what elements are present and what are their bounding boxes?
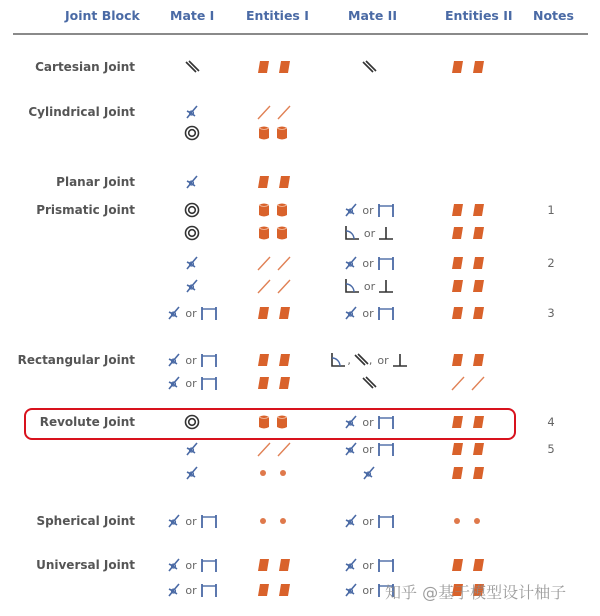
note-number: 1 xyxy=(547,203,555,217)
coincident-point-icon xyxy=(343,582,359,598)
mate-1-cell xyxy=(132,556,252,574)
point-entity-icon xyxy=(255,468,293,478)
distance-icon xyxy=(377,441,395,457)
entities-2-cell xyxy=(443,464,493,482)
mate-2-cell xyxy=(309,440,429,458)
mate-1-cell xyxy=(132,464,252,482)
header-notes: Notes xyxy=(533,8,574,23)
parallel-lines-icon xyxy=(361,60,377,74)
plane-entity-icon xyxy=(449,279,487,293)
coincident-point-icon xyxy=(184,174,200,190)
coincident-point-icon xyxy=(343,305,359,321)
entities-1-cell xyxy=(249,277,299,295)
joint-label: Spherical Joint xyxy=(36,514,135,528)
header-mate-2: Mate II xyxy=(348,8,397,23)
coincident-point-icon xyxy=(184,104,200,120)
mate-2-cell xyxy=(309,512,429,530)
joint-label: Cartesian Joint xyxy=(35,60,135,74)
distance-icon xyxy=(200,582,218,598)
or-separator: or xyxy=(362,203,374,217)
mate-2-cell xyxy=(309,351,429,369)
mate-1-cell xyxy=(132,277,252,295)
plane-entity-icon xyxy=(255,60,293,74)
or-separator: or xyxy=(185,558,197,572)
mate-1-cell xyxy=(132,103,252,121)
parallel-lines-icon xyxy=(353,353,369,367)
distance-icon xyxy=(200,513,218,529)
plane-entity-icon xyxy=(255,353,293,367)
mate-2-cell xyxy=(309,277,429,295)
line-entity-icon xyxy=(255,255,293,271)
entities-1-cell xyxy=(249,512,299,530)
or-separator: or xyxy=(363,226,376,240)
plane-entity-icon xyxy=(255,306,293,320)
entities-1-cell xyxy=(249,254,299,272)
entities-2-cell xyxy=(443,512,493,530)
coincident-point-icon xyxy=(343,202,359,218)
perpendicular-icon xyxy=(378,225,394,241)
watermark: 知乎 @基于模型设计柚子 xyxy=(385,583,567,602)
entities-1-cell xyxy=(249,351,299,369)
point-entity-icon xyxy=(255,516,293,526)
entities-1-cell xyxy=(249,556,299,574)
entities-2-cell xyxy=(443,304,493,322)
entities-1-cell xyxy=(249,224,299,242)
coincident-point-icon xyxy=(184,441,200,457)
header-mate-1: Mate I xyxy=(170,8,215,23)
line-entity-icon xyxy=(255,104,293,120)
comma-separator: , xyxy=(347,353,351,367)
entities-1-cell xyxy=(249,581,299,599)
or-separator: or xyxy=(362,256,374,270)
mate-1-cell xyxy=(132,124,252,142)
entities-2-cell xyxy=(443,556,493,574)
distance-icon xyxy=(200,375,218,391)
note-number: 3 xyxy=(547,306,555,320)
comma-separator: , xyxy=(368,353,373,367)
plane-entity-icon xyxy=(449,256,487,270)
mate-2-cell xyxy=(309,374,429,392)
header-joint-block: Joint Block xyxy=(65,8,140,23)
distance-icon xyxy=(200,305,218,321)
entities-2-cell xyxy=(443,351,493,369)
or-separator: or xyxy=(362,415,374,429)
coincident-point-icon xyxy=(343,441,359,457)
mate-1-cell xyxy=(132,512,252,530)
note-number: 4 xyxy=(547,415,555,429)
distance-icon xyxy=(377,557,395,573)
mate-2-cell xyxy=(309,464,429,482)
coincident-point-icon xyxy=(166,513,182,529)
plane-entity-icon xyxy=(449,442,487,456)
cylinder-entity-icon xyxy=(255,225,293,241)
parallel-lines-icon xyxy=(361,376,377,390)
coincident-point-icon xyxy=(343,557,359,573)
mate-2-cell xyxy=(309,304,429,322)
or-separator: or xyxy=(185,306,197,320)
entities-1-cell xyxy=(249,201,299,219)
plane-entity-icon xyxy=(449,226,487,240)
plane-entity-icon xyxy=(449,306,487,320)
perpendicular-icon xyxy=(392,352,408,368)
coincident-point-icon xyxy=(166,375,182,391)
entities-1-cell xyxy=(249,124,299,142)
entities-2-cell xyxy=(443,58,493,76)
distance-icon xyxy=(200,557,218,573)
joint-label: Rectangular Joint xyxy=(17,353,135,367)
entities-1-cell xyxy=(249,440,299,458)
coincident-point-icon xyxy=(343,255,359,271)
mate-1-cell xyxy=(132,351,252,369)
cylinder-entity-icon xyxy=(255,202,293,218)
coincident-point-icon xyxy=(166,352,182,368)
angle-icon xyxy=(330,352,347,368)
header-entities-2: Entities II xyxy=(445,8,513,23)
mate-2-cell xyxy=(309,224,429,242)
or-separator: or xyxy=(185,376,197,390)
point-entity-icon xyxy=(449,516,487,526)
entities-2-cell xyxy=(443,224,493,242)
plane-entity-icon xyxy=(255,583,293,597)
mate-1-cell xyxy=(132,173,252,191)
joint-label: Universal Joint xyxy=(36,558,135,572)
entities-1-cell xyxy=(249,58,299,76)
coincident-point-icon xyxy=(184,278,200,294)
or-separator: or xyxy=(185,583,197,597)
note-number: 5 xyxy=(547,442,555,456)
angle-icon xyxy=(344,225,361,241)
mate-1-cell xyxy=(132,224,252,242)
mate-1-cell xyxy=(132,374,252,392)
cylinder-entity-icon xyxy=(255,125,293,141)
mate-1-cell xyxy=(132,58,252,76)
joint-label: Revolute Joint xyxy=(39,415,135,429)
or-separator: or xyxy=(362,558,374,572)
mate-1-cell xyxy=(132,440,252,458)
or-separator: or xyxy=(185,353,197,367)
plane-entity-icon xyxy=(449,558,487,572)
plane-entity-icon xyxy=(449,60,487,74)
or-separator: or xyxy=(185,514,197,528)
joint-label: Planar Joint xyxy=(56,175,135,189)
concentric-circles-icon xyxy=(184,125,200,141)
angle-icon xyxy=(344,278,361,294)
plane-entity-icon xyxy=(255,376,293,390)
joint-label: Prismatic Joint xyxy=(36,203,135,217)
parallel-lines-icon xyxy=(184,60,200,74)
entities-2-cell xyxy=(443,254,493,272)
coincident-point-icon xyxy=(184,465,200,481)
coincident-point-icon xyxy=(343,513,359,529)
coincident-point-icon xyxy=(166,305,182,321)
concentric-circles-icon xyxy=(184,202,200,218)
coincident-point-icon xyxy=(166,557,182,573)
distance-icon xyxy=(377,255,395,271)
perpendicular-icon xyxy=(378,278,394,294)
entities-2-cell xyxy=(443,277,493,295)
entities-1-cell xyxy=(249,103,299,121)
mate-2-cell xyxy=(309,556,429,574)
mate-1-cell xyxy=(132,254,252,272)
header-rule xyxy=(13,33,588,35)
line-entity-icon xyxy=(255,278,293,294)
entities-2-cell xyxy=(443,374,493,392)
mate-2-cell xyxy=(309,58,429,76)
mate-1-cell xyxy=(132,201,252,219)
note-number: 2 xyxy=(547,256,555,270)
distance-icon xyxy=(377,305,395,321)
plane-entity-icon xyxy=(255,175,293,189)
or-separator: or xyxy=(362,514,374,528)
entities-2-cell xyxy=(443,440,493,458)
or-separator: or xyxy=(362,442,374,456)
entities-1-cell xyxy=(249,374,299,392)
mate-2-cell xyxy=(309,254,429,272)
line-entity-icon xyxy=(449,375,487,391)
plane-entity-icon xyxy=(449,466,487,480)
plane-entity-icon xyxy=(449,353,487,367)
coincident-point-icon xyxy=(166,582,182,598)
plane-entity-icon xyxy=(449,203,487,217)
joint-label: Cylindrical Joint xyxy=(28,105,135,119)
mate-1-cell xyxy=(132,581,252,599)
revolute-joint-highlight xyxy=(24,408,516,440)
coincident-point-icon xyxy=(184,255,200,271)
entities-1-cell xyxy=(249,304,299,322)
entities-1-cell xyxy=(249,173,299,191)
line-entity-icon xyxy=(255,441,293,457)
mate-1-cell xyxy=(132,304,252,322)
mate-2-cell xyxy=(309,201,429,219)
or-separator: or xyxy=(362,583,374,597)
header-entities-1: Entities I xyxy=(246,8,309,23)
or-separator: or xyxy=(362,306,374,320)
concentric-circles-icon xyxy=(184,225,200,241)
plane-entity-icon xyxy=(255,558,293,572)
distance-icon xyxy=(377,202,395,218)
or-separator: or xyxy=(363,279,376,293)
coincident-point-icon xyxy=(361,465,377,481)
entities-2-cell xyxy=(443,201,493,219)
entities-1-cell xyxy=(249,464,299,482)
or-separator: or xyxy=(377,353,389,367)
distance-icon xyxy=(377,513,395,529)
distance-icon xyxy=(200,352,218,368)
